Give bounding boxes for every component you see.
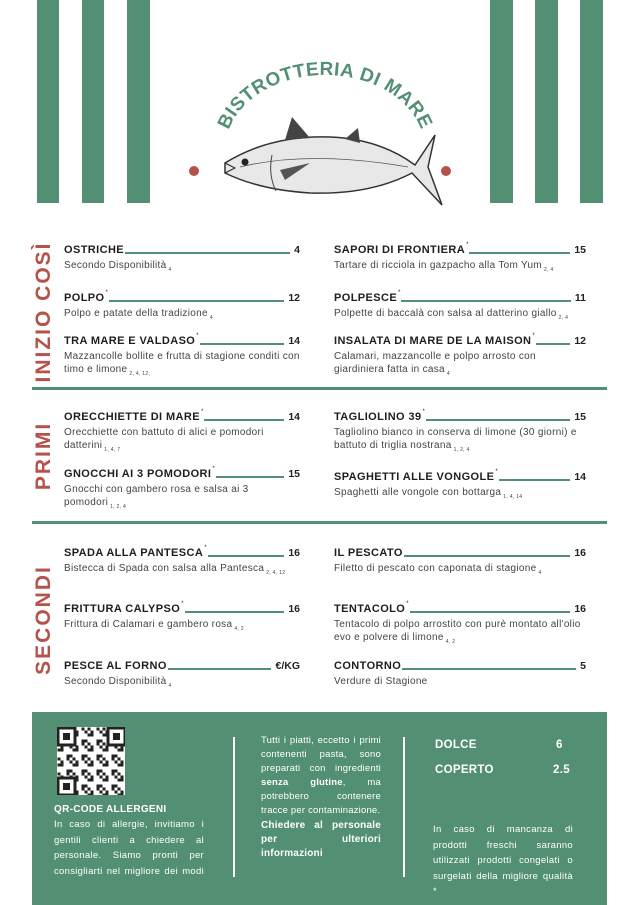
leader-line xyxy=(402,668,576,670)
allergen-codes: 4 xyxy=(446,371,450,377)
menu-item-header xyxy=(334,601,586,615)
dish-description: Calamari, mazzancolle e polpo arrosto con giardiniera fatta in casa $_4$ xyxy=(334,351,536,377)
dish-price: 12 xyxy=(288,292,300,304)
allergen-codes: 4, 2 xyxy=(445,639,456,645)
leader-line xyxy=(536,343,571,345)
menu-item xyxy=(64,409,300,457)
menu-item-header xyxy=(334,290,586,304)
dish-description: Spaghetti alle vongole con bottarga $_{1, 4, 14}$ xyxy=(334,487,523,500)
dish-description: Frittura di Calamari e gambero rosa $_{4, 2}$ xyxy=(64,619,244,632)
dish-name: POLPESCE xyxy=(334,292,398,304)
dish-name: SAPORI DI FRONTIERA xyxy=(334,244,466,256)
menu-item xyxy=(334,469,586,504)
dish-description: Orecchiette con battuto di alici e pomodori datterini $_{1, 4, 7}$ xyxy=(64,427,264,453)
dish-price: 15 xyxy=(574,411,586,423)
menu-item-header xyxy=(334,469,586,483)
dish-price: €/KG xyxy=(275,660,300,672)
qr-code-allergeni[interactable] xyxy=(57,727,125,795)
dish-name: GNOCCHI AI 3 POMODORI xyxy=(64,468,212,480)
leader-line xyxy=(208,555,285,557)
dish-description: Mazzancolle bollite e frutta di stagione conditi con timo e limone $_{2, 4, 12,}$ xyxy=(64,351,300,377)
restaurant-title: BISTROTTERIA DI MARE xyxy=(213,58,437,133)
dish-name: OSTRICHE xyxy=(64,244,125,256)
gluten-info xyxy=(261,734,381,861)
menu-item-header xyxy=(334,409,586,423)
section-label-inizio: INIZIO COSÌ xyxy=(32,241,55,383)
qr-title: QR-CODE ALLERGENI xyxy=(54,804,167,815)
star-mark: * xyxy=(398,290,401,296)
allergen-codes: 1, 2, 4 xyxy=(453,447,470,453)
menu-item xyxy=(334,601,586,649)
menu-item xyxy=(334,242,586,277)
allergen-codes: 2, 4, 12 xyxy=(266,570,286,576)
star-mark: * xyxy=(212,466,215,472)
dish-name: ORECCHIETTE DI MARE xyxy=(64,411,200,423)
dish-name: PESCE AL FORNO xyxy=(64,660,167,672)
dish-description: Filetto di pescato con caponata di stagione $_4$ xyxy=(334,563,542,576)
dish-price: 16 xyxy=(288,603,300,615)
leader-line xyxy=(125,252,290,254)
star-mark: * xyxy=(495,469,498,475)
star-mark: * xyxy=(406,601,409,607)
menu-item-header xyxy=(334,242,586,256)
dish-description: Secondo Disponibilità $_4$ xyxy=(64,260,172,273)
menu-item xyxy=(334,409,586,457)
dish-price: 11 xyxy=(574,292,586,304)
dish-description: Bistecca di Spada con salsa alla Pantesca $_{2, 4, 12}$ xyxy=(64,563,286,576)
allergen-codes: 4 xyxy=(209,315,213,321)
leader-line xyxy=(426,419,570,421)
dish-name: INSALATA DI MARE DE LA MAISON xyxy=(334,335,532,347)
star-mark: * xyxy=(196,333,199,339)
decor-stripe xyxy=(82,0,104,203)
menu-item-header xyxy=(64,601,300,615)
leader-line xyxy=(168,668,272,670)
dish-name: FRITTURA CALYPSO xyxy=(64,603,181,615)
footer xyxy=(32,712,607,905)
section-label-secondi: SECONDI xyxy=(32,565,55,675)
dish-name: TAGLIOLINO 39 xyxy=(334,411,422,423)
dish-description: Tartare di ricciola in gazpacho alla Tom Yum $_{2, 4}$ xyxy=(334,260,554,273)
menu-item-header xyxy=(334,333,586,347)
section-label-primi: PRIMI xyxy=(32,421,55,491)
dish-price: 15 xyxy=(288,468,300,480)
decor-stripe xyxy=(490,0,513,203)
section-divider xyxy=(32,387,607,390)
decor-stripe xyxy=(535,0,558,203)
menu-item-header xyxy=(64,333,300,347)
allergen-codes: 4, 2 xyxy=(234,626,244,632)
star-mark: * xyxy=(105,290,108,296)
qr-text: In caso di allergie, invitiamo i gentili clienti a chiedere al personale. Siamo pronti per consigliarti nel migliore dei modi xyxy=(54,819,204,877)
decor-stripe xyxy=(580,0,603,203)
star-mark: * xyxy=(204,545,207,551)
menu-item-header xyxy=(334,545,586,559)
allergen-codes: 4 xyxy=(168,267,172,273)
logo xyxy=(180,55,460,215)
leader-line xyxy=(185,611,285,613)
dish-name: SPAGHETTI ALLE VONGOLE xyxy=(334,471,495,483)
menu-item-header xyxy=(64,545,300,559)
dish-price: 4 xyxy=(294,244,300,256)
menu-item-header xyxy=(64,409,300,423)
allergen-codes: 2, 4, 12, xyxy=(129,371,151,377)
extra-coperto-price: 2.5 xyxy=(553,764,570,776)
menu-item xyxy=(64,333,300,381)
leader-line xyxy=(401,300,570,302)
leader-line xyxy=(216,476,285,478)
allergen-codes: 1, 4, 14 xyxy=(503,494,523,500)
extra-dolce-name: DOLCE xyxy=(435,739,477,751)
menu-item-header xyxy=(64,658,300,672)
dish-price: 16 xyxy=(574,603,586,615)
dish-description: Polpette di baccalà con salsa al datterino giallo $_{2, 4}$ xyxy=(334,308,569,321)
menu-item xyxy=(334,290,586,325)
dish-price: 12 xyxy=(574,335,586,347)
extra-dolce-price: 6 xyxy=(556,739,563,751)
dish-price: 5 xyxy=(580,660,586,672)
leader-line xyxy=(404,555,571,557)
extra-coperto-name: COPERTO xyxy=(435,764,494,776)
dish-name: TENTACOLO xyxy=(334,603,406,615)
menu-item-header xyxy=(64,242,300,256)
decor-stripe xyxy=(37,0,59,203)
dish-name: IL PESCATO xyxy=(334,547,403,559)
section-divider xyxy=(32,521,607,524)
dish-name: CONTORNO xyxy=(334,660,402,672)
menu-item-header xyxy=(64,466,300,480)
dish-description: Verdure di Stagione xyxy=(334,676,428,687)
leader-line xyxy=(204,419,284,421)
menu-item xyxy=(64,290,300,325)
menu-item-header xyxy=(64,290,300,304)
ask-staff-note: Chiedere al personale per ulteriori informazioni xyxy=(261,820,381,859)
dish-price: 14 xyxy=(288,335,300,347)
svg-text:BISTROTTERIA DI MARE xyxy=(214,59,436,132)
dish-price: 16 xyxy=(288,547,300,559)
menu-item xyxy=(334,658,586,693)
leader-line xyxy=(499,479,571,481)
allergen-codes: 4 xyxy=(168,683,172,689)
menu-item xyxy=(64,466,300,514)
frozen-note: In caso di mancanza di prodotti freschi saranno utilizzati prodotti congelati o surgelati della migliore qualità * xyxy=(433,824,573,897)
menu-item xyxy=(64,658,300,693)
dish-description: Polpo e patate della tradizione $_4$ xyxy=(64,308,213,321)
allergen-codes: 4 xyxy=(538,570,542,576)
allergen-codes: 1, 4, 7 xyxy=(104,447,121,453)
dish-name: POLPO xyxy=(64,292,105,304)
star-mark: * xyxy=(466,242,469,248)
dish-price: 14 xyxy=(288,411,300,423)
leader-line xyxy=(200,343,285,345)
gluten-note: Tutti i piatti, eccetto i primi contenenti pasta, sono preparati con ingredienti senza glutine, ma potrebbero contenere tracce per contaminazione. xyxy=(261,735,381,816)
dish-price: 16 xyxy=(574,547,586,559)
menu-item xyxy=(334,333,586,381)
dish-description: Secondo Disponibilità $_4$ xyxy=(64,676,172,689)
leader-line xyxy=(469,252,570,254)
menu-item-header xyxy=(334,658,586,672)
footer-divider xyxy=(233,737,235,877)
menu-item xyxy=(334,545,586,580)
star-mark: * xyxy=(181,601,184,607)
dish-price: 14 xyxy=(574,471,586,483)
footer-divider xyxy=(403,737,405,877)
decor-stripe xyxy=(127,0,150,203)
dish-description: Gnocchi con gambero rosa e salsa ai 3 pomodori $_{1, 2, 4}$ xyxy=(64,484,249,510)
dish-description: Tentacolo di polpo arrostito con purè montato all'olio evo e polvere di limone $_{4, 2}$ xyxy=(334,619,581,645)
menu-item xyxy=(64,601,300,636)
star-mark: * xyxy=(422,409,425,415)
dish-price: 15 xyxy=(574,244,586,256)
menu-item xyxy=(64,545,300,580)
allergen-codes: 2, 4 xyxy=(543,267,554,273)
allergen-codes: 2, 4 xyxy=(558,315,569,321)
dish-description: Tagliolino bianco in conserva di limone (30 giorni) e battuto di triglia nostrana $_{1, 2, 4}$ xyxy=(334,427,577,453)
fish-illustration xyxy=(225,117,442,205)
leader-line xyxy=(109,300,284,302)
dish-name: SPADA ALLA PANTESCA xyxy=(64,547,204,559)
menu-item xyxy=(64,242,300,277)
star-mark: * xyxy=(200,409,204,415)
dish-name: TRA MARE E VALDASO xyxy=(64,335,196,347)
leader-line xyxy=(410,611,571,613)
star-mark: * xyxy=(532,333,535,339)
allergen-codes: 1, 2, 4 xyxy=(110,504,127,510)
